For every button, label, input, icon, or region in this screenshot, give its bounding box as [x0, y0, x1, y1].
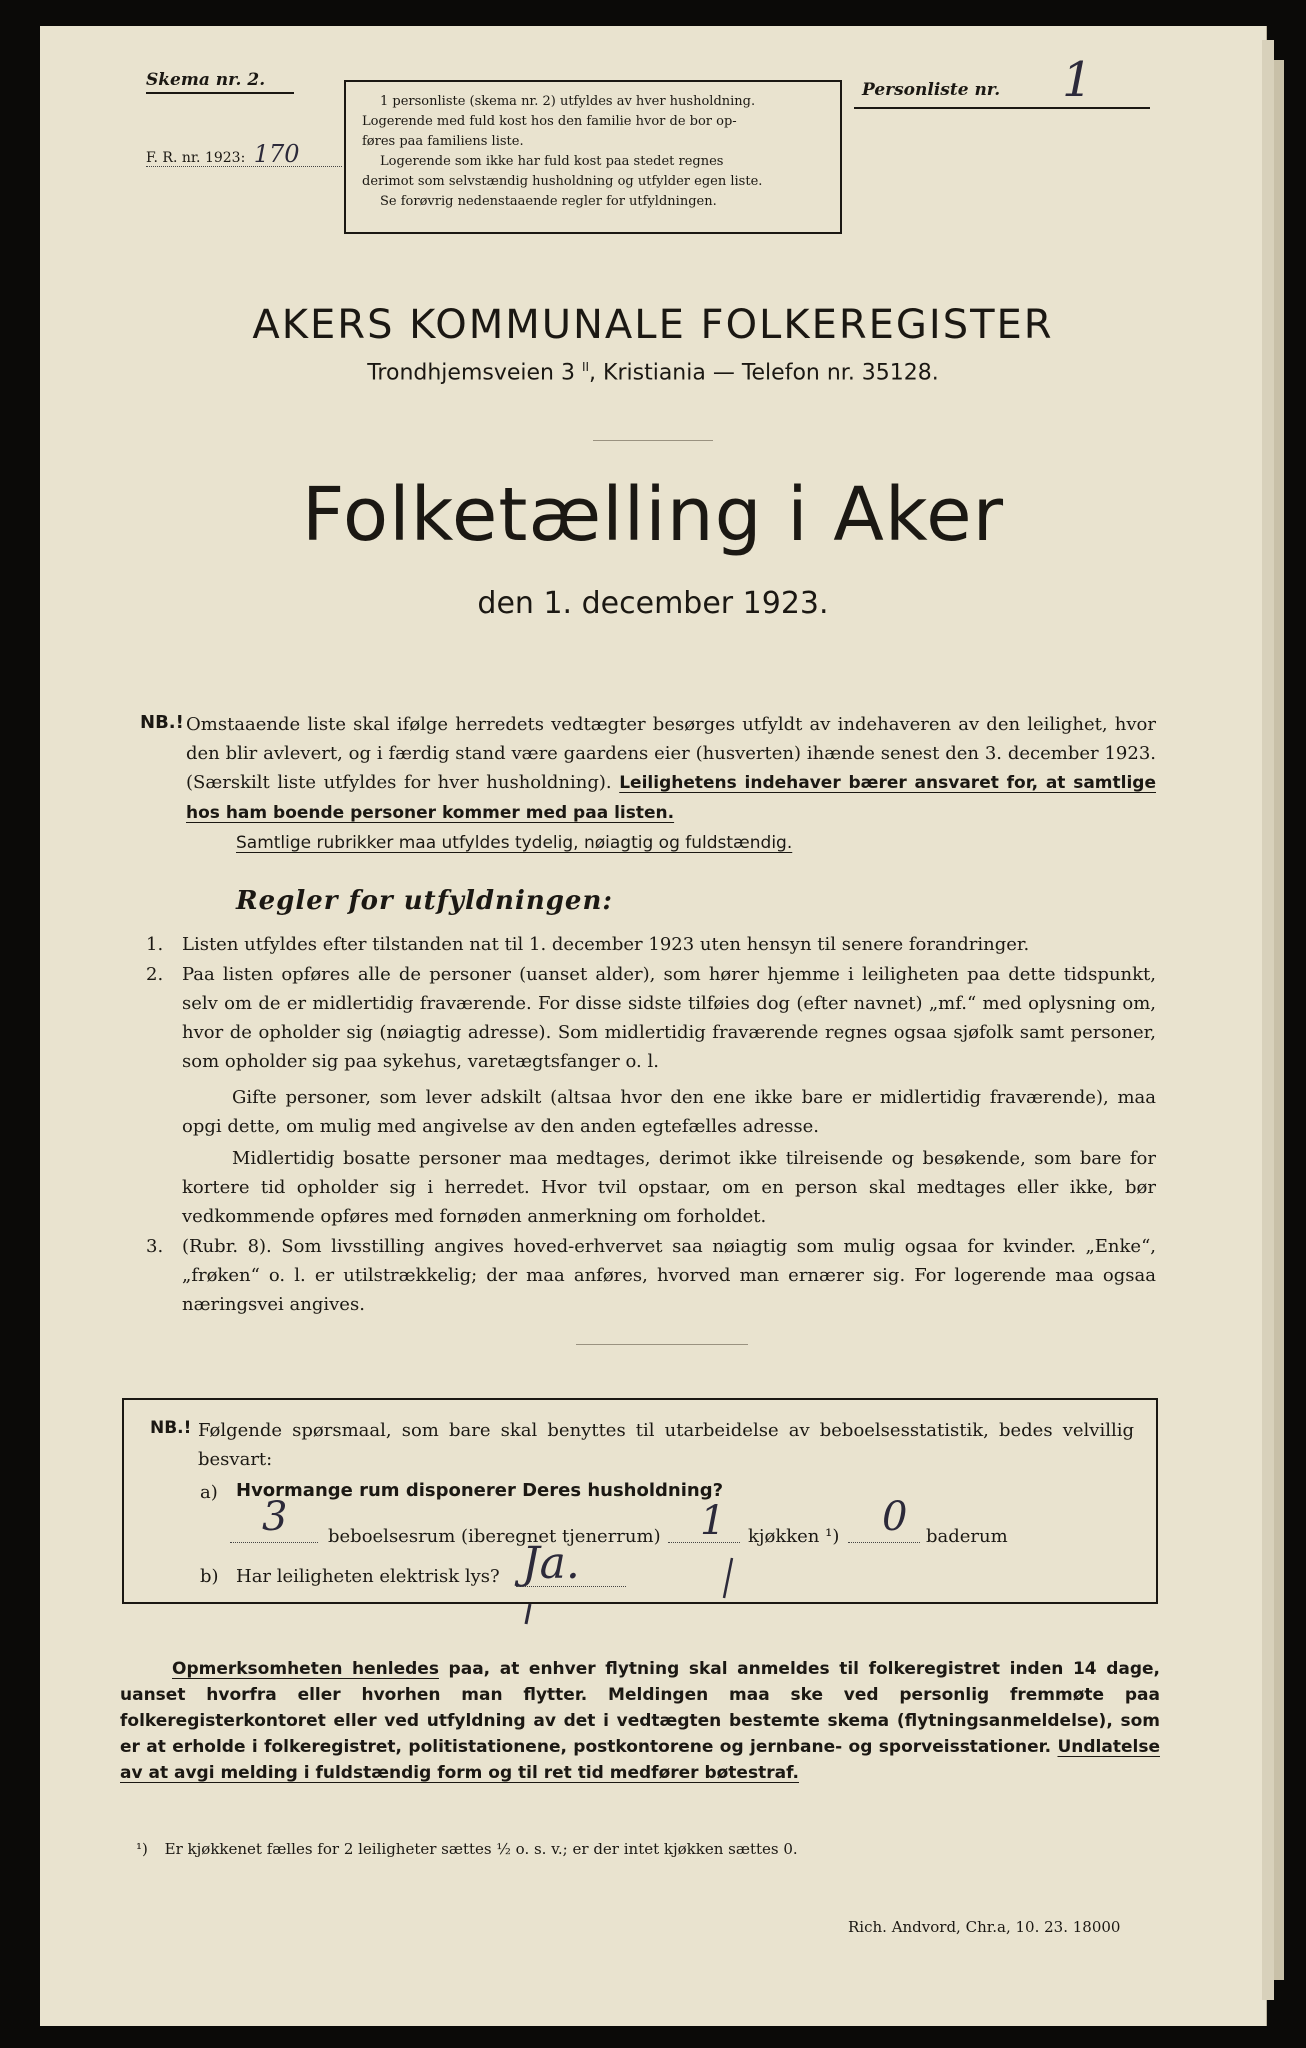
nb-underlined: Leilighetens indehaver bærer ansvaret for, at samtlige hos ham boende personer kommer med paa listen. — [186, 773, 1156, 823]
box-line: 1 personliste (skema nr. 2) utfyldes av hver husholdning. — [380, 94, 756, 109]
page-edge — [1274, 60, 1284, 1980]
rule-1: Listen utfyldes efter tilstanden nat til 1. december 1923 uten hensyn til senere forandringer. — [182, 934, 1030, 955]
fr-underline — [146, 166, 342, 167]
footnote-mark: ¹) — [136, 1840, 148, 1858]
rule-2b: Gifte personer, som lever adskilt (altsaa hvor den ene ikke bare er midlertidig fraværende), maa opgi dette, om mulig med angivelse av den anden egtefælles adresse. — [182, 1087, 1156, 1137]
rules-heading: Regler for utfyldningen: — [236, 886, 613, 916]
qb-label: b) — [200, 1566, 219, 1587]
answer-line — [668, 1542, 740, 1543]
box-line: derimot som selvstændig husholdning og utfylder egen liste. — [362, 174, 763, 189]
footnote-text: Er kjøkkenet fælles for 2 leiligheter sættes ½ o. s. v.; er der intet kjøkken sættes 0. — [164, 1840, 798, 1858]
address-rest: , Kristiania — Telefon nr. 35128. — [589, 360, 939, 386]
rule-num: 2. — [146, 964, 164, 985]
main-title: Folketælling i Aker — [301, 472, 1005, 558]
personliste-line — [854, 107, 1150, 109]
nb2-text: Følgende spørsmaal, som bare skal benyttes til utarbeidelse av beboelsesstatistik, bedes velvillig besvart: — [198, 1420, 1134, 1470]
fr-value: 170 — [253, 140, 300, 168]
personliste-label: Personliste nr. — [862, 80, 1001, 100]
fr-label-text: F. R. nr. 1923: — [146, 150, 246, 166]
kitchen-label: kjøkken ¹) — [748, 1526, 840, 1547]
divider — [576, 1344, 748, 1345]
nb-text: Omstaaende liste skal ifølge herredets vedtægter besørges utfyldt av indehaveren av den leilighet, hvor den blir avlevert, og i færdig stand være gaardens eier (husverten) ihænde senest den 3. december 1923. (Særskilt liste utfyldes for hver husholdning). — [186, 714, 1156, 793]
qa-label: a) — [200, 1482, 218, 1503]
box-line: Logerende med fuld kost hos den familie hvor de bor op- — [362, 114, 737, 129]
moving-notice — [120, 1656, 1160, 1786]
notice-underlined-start: Opmerksomheten henledes — [172, 1659, 439, 1679]
nb2-label: NB.! — [150, 1418, 192, 1438]
answer-line — [848, 1542, 920, 1543]
rule-num: 1. — [146, 934, 164, 955]
answer-line — [230, 1542, 318, 1543]
nb-line3: Samtlige rubrikker maa utfyldes tydelig, nøiagtig og fuldstændig. — [236, 833, 793, 853]
box-line: føres paa familiens liste. — [362, 134, 524, 149]
rule-3: (Rubr. 8). Som livsstilling angives hoved-erhvervet saa nøiagtig som mulig ogsaa for kvinder. „Enke“, „frøken“ o. l. er utilstrækkelig; der maa anføres, hvorved man ernærer sig. For logerende maa ogsaa næringsvei angives. — [182, 1236, 1156, 1315]
kitchen-value: 1 — [700, 1498, 726, 1544]
qb-answer: Ja. — [522, 1538, 580, 1589]
skema-label: Skema nr. 2. — [146, 70, 294, 94]
footnote — [136, 1840, 798, 1858]
box-line: Logerende som ikke har fuld kost paa stedet regnes — [380, 154, 724, 169]
bath-label: baderum — [926, 1526, 1008, 1547]
nb-label: NB.! — [140, 712, 184, 733]
instruction-box — [344, 80, 842, 234]
nb-paragraph — [186, 710, 1156, 828]
address-text: Trondhjemsveien 3 — [367, 360, 582, 386]
bath-value: 0 — [882, 1494, 908, 1540]
pen-strokes — [500, 1550, 740, 1630]
title-date: den 1. december 1923. — [477, 586, 829, 621]
address-sup: II — [581, 360, 590, 374]
personliste-value: 1 — [1062, 52, 1093, 108]
qb-text: Har leiligheten elektrisk lys? — [236, 1566, 500, 1587]
rule-2a: Paa listen opføres alle de personer (uanset alder), som hører hjemme i leiligheten paa dette tidspunkt, selv om de er midlertidig fraværende. For disse sidste tilføies dog (efter navnet) „mf.“ med oplysning om, hvor de opholder sig (nøiagtig adresse). Som midlertidig fraværende regnes ogsaa sjøfolk samt personer, som opholder sig paa sykehus, varetægtsfanger o. l. — [182, 964, 1156, 1072]
rule-2c: Midlertidig bosatte personer maa medtages, derimot ikke tilreisende og besøkende, som bare for kortere tid opholder sig i herredet. Hvor tvil opstaar, om en person skal medtages eller ikke, bør vedkommende opføres med fornøden anmerkning om forholdet. — [182, 1148, 1156, 1227]
rooms-label: beboelsesrum (iberegnet tjenerrum) — [328, 1526, 661, 1547]
notice-underlined-end: Undlatelse av at avgi melding i fuldstændig form og til ret tid medfører bøtestraf. — [120, 1737, 1160, 1783]
qa-text: Hvormange rum disponerer Deres husholdning? — [236, 1480, 724, 1501]
office-address — [0, 360, 1306, 385]
printer-mark: Rich. Andvord, Chr.a, 10. 23. 18000 — [848, 1918, 1121, 1936]
fr-label — [146, 140, 300, 168]
notice-text: paa, at enhver flytning skal anmeldes til folkeregistret inden 14 dage, uanset hvorfra eller hvorhen man flytter. Meldingen maa ske ved personlig fremmøte paa folkeregisterkontoret eller ved utfyldning av det i vedtægten bestemte skema (flytningsanmeldelse), som er at erholde i folkeregistret, politistationene, postkontorene og jernbane- og sporveisstationer. — [120, 1659, 1160, 1757]
box-line: Se forøvrig nedenstaaende regler for utfyldningen. — [380, 194, 717, 209]
divider — [593, 440, 713, 441]
rule-num: 3. — [146, 1236, 164, 1257]
rooms-value: 3 — [262, 1494, 288, 1540]
office-title: AKERS KOMMUNALE FOLKEREGISTER — [252, 302, 1054, 348]
